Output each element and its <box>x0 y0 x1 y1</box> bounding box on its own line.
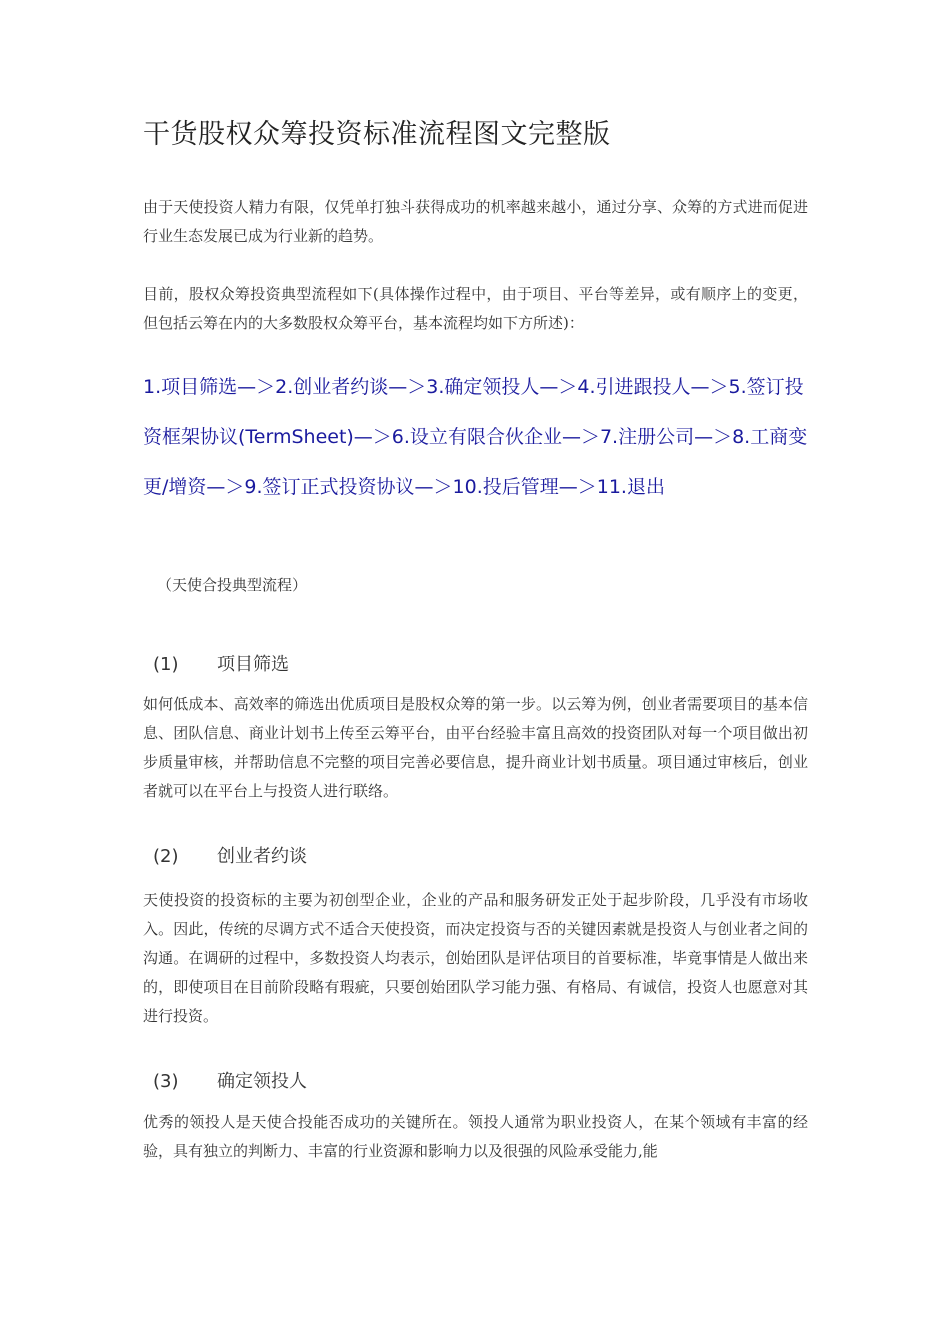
section-number: (1) <box>153 654 179 675</box>
section-title: 创业者约谈 <box>217 846 307 867</box>
document-title: 干货股权众筹投资标准流程图文完整版 <box>143 119 611 150</box>
section-body-1: 如何低成本、高效率的筛选出优质项目是股权众筹的第一步。以云筹为例，创业者需要项目的基本信息、团队信息、商业计划书上传至云筹平台，由平台经验丰富且高效的投资团队对每一个项目做出初步质量审核，并帮助信息不完整的项目完善必要信息，提升商业计划书质量。项目通过审核后，创业者就可以在平台上与投资人进行联络。 <box>143 695 808 800</box>
section-body-3: 优秀的领投人是天使合投能否成功的关键所在。领投人通常为职业投资人，在某个领域有丰富的经验，具有独立的判断力、丰富的行业资源和影响力以及很强的风险承受能力,能 <box>143 1113 808 1160</box>
process-flow-text: 1.项目筛选—＞2.创业者约谈—＞3.确定领投人—＞4.引进跟投人—＞5.签订投资框架协议(TermSheet)—＞6.设立有限合伙企业—＞7.注册公司—＞8.工商变更/增资—＞9.签订正式投资协议—＞10.投后管理—＞11.退出 <box>143 376 808 498</box>
section-number: (3) <box>153 1071 179 1092</box>
section-title: 项目筛选 <box>217 654 289 675</box>
intro-paragraph-2: 目前，股权众筹投资典型流程如下(具体操作过程中，由于项目、平台等差异，或有顺序上的变更，但包括云筹在内的大多数股权众筹平台，基本流程均如下方所述)： <box>143 285 808 332</box>
section-title: 确定领投人 <box>217 1071 307 1092</box>
section-heading-1 <box>153 650 289 676</box>
section-heading-3 <box>153 1067 307 1093</box>
flow-caption: （天使合投典型流程） <box>157 576 308 594</box>
intro-paragraph-1: 由于天使投资人精力有限，仅凭单打独斗获得成功的机率越来越小，通过分享、众筹的方式进而促进行业生态发展已成为行业新的趋势。 <box>143 198 808 245</box>
section-number: (2) <box>153 846 179 867</box>
section-body-2: 天使投资的投资标的主要为初创型企业，企业的产品和服务研发正处于起步阶段，几乎没有市场收入。因此，传统的尽调方式不适合天使投资，而决定投资与否的关键因素就是投资人与创业者之间的沟通。在调研的过程中，多数投资人均表示，创始团队是评估项目的首要标准，毕竟事情是人做出来的，即使项目在目前阶段略有瑕疵，只要创始团队学习能力强、有格局、有诚信，投资人也愿意对其进行投资。 <box>143 891 808 1025</box>
section-heading-2 <box>153 842 307 868</box>
